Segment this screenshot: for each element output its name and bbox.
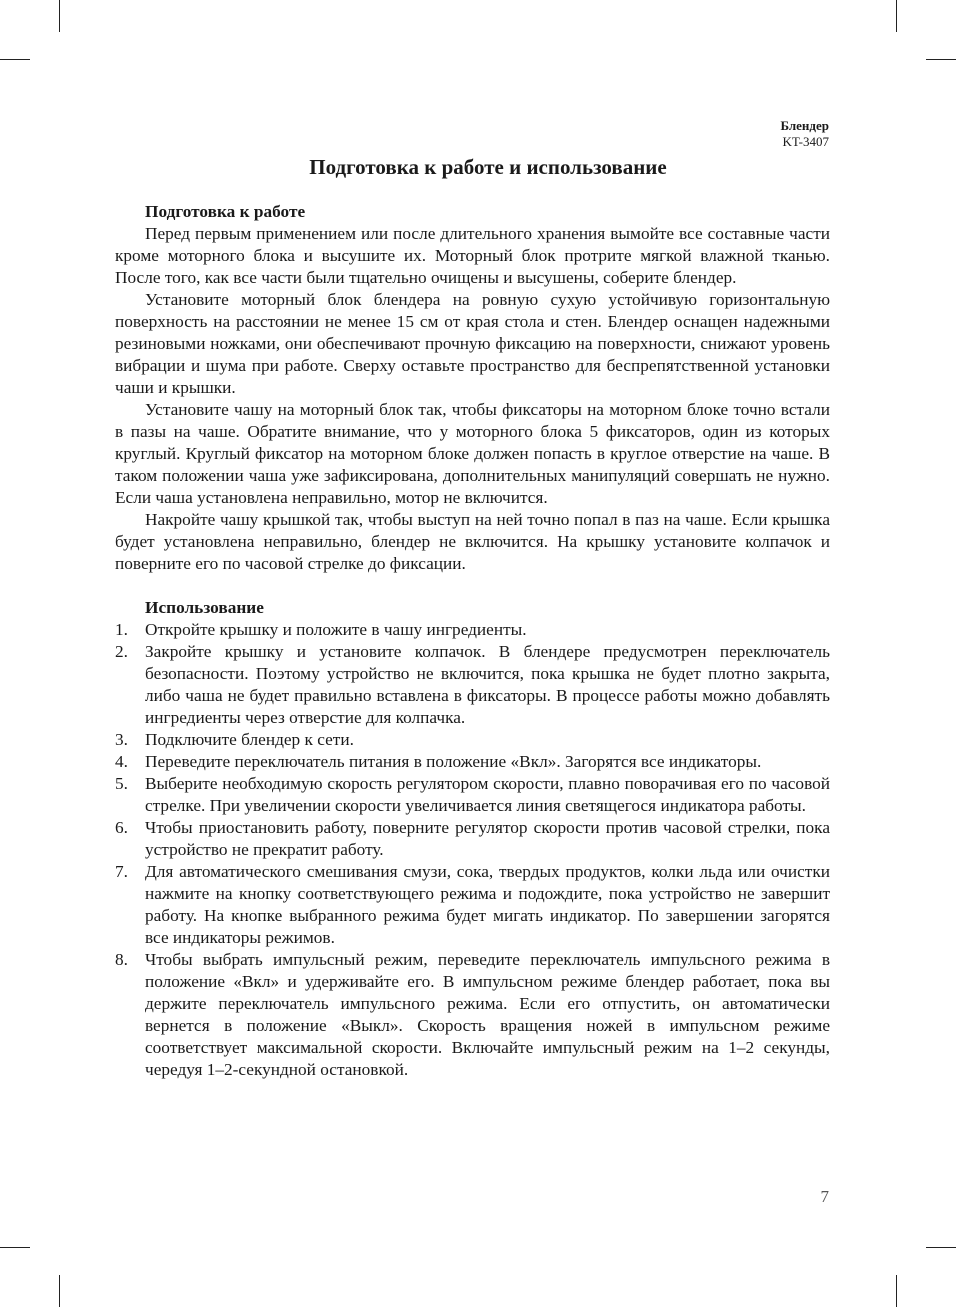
running-header — [780, 118, 829, 150]
step-text: Подключите блендер к сети. — [145, 730, 354, 749]
preparation-paragraph: Накройте чашу крышкой так, чтобы выступ на ней точно попал в паз на чаше. Если крышка будет установлена неправильно, блендер не включится. На крышку установите колпачок и поверните его по часовой стрелке до фиксации. — [115, 510, 830, 573]
step-number: 1. — [115, 620, 128, 639]
list-item — [115, 861, 830, 949]
step-text: Переведите переключатель питания в положение «Вкл». Загорятся все индикаторы. — [145, 752, 762, 771]
step-text: Для автоматического смешивания смузи, сока, твердых продуктов, колки льда или очистки нажмите на кнопку соответствующего режима и подождите, пока устройство не завершит работу. На кнопке выбранного режима будет мигать индикатор. По завершении загорятся все индикаторы режимов. — [145, 862, 830, 947]
step-number: 6. — [115, 818, 128, 837]
page-title: Подготовка к работе и использование — [309, 155, 667, 179]
preparation-heading: Подготовка к работе — [145, 202, 306, 221]
crop-mark-top-right — [896, 0, 897, 32]
list-item — [115, 751, 830, 773]
list-item — [115, 773, 830, 817]
list-item — [115, 619, 830, 641]
crop-mark-right-bottom — [926, 1247, 956, 1248]
crop-mark-bottom-left — [59, 1275, 60, 1307]
step-number: 4. — [115, 752, 128, 771]
list-item — [115, 641, 830, 729]
crop-mark-left-top — [0, 59, 30, 60]
crop-mark-right-top — [926, 59, 956, 60]
page-content — [115, 201, 830, 1081]
list-item — [115, 729, 830, 751]
step-number: 2. — [115, 642, 128, 661]
header-model: KT-3407 — [782, 134, 829, 149]
step-number: 8. — [115, 950, 128, 969]
page-number: 7 — [820, 1187, 829, 1206]
usage-steps-list — [115, 619, 830, 1081]
usage-heading: Использование — [145, 598, 264, 617]
step-text: Откройте крышку и положите в чашу ингредиенты. — [145, 620, 527, 639]
crop-mark-left-bottom — [0, 1247, 30, 1248]
crop-mark-top-left — [59, 0, 60, 32]
crop-mark-bottom-right — [896, 1275, 897, 1307]
step-number: 7. — [115, 862, 128, 881]
preparation-paragraph: Установите моторный блок блендера на ровную сухую устойчивую горизонтальную поверхность на расстоянии не менее 15 см от края стола и стен. Блендер оснащен надежными резиновыми ножками, они обеспечивают прочную фиксацию на поверхности, снижают уровень вибрации и шума при работе. Сверху оставьте пространство для беспрепятственной установки чаши и крышки. — [115, 290, 830, 397]
step-number: 3. — [115, 730, 128, 749]
step-number: 5. — [115, 774, 128, 793]
preparation-paragraph: Установите чашу на моторный блок так, чтобы фиксаторы на моторном блоке точно встали в пазы на чаше. Обратите внимание, что у моторного блока 5 фиксаторов, один из которых круглый. Круглый фиксатор на моторном блоке должен попасть в круглое отверстие на чаше. В таком положении чаша уже зафиксирована, дополнительных манипуляций совершать не нужно. Если чаша установлена неправильно, мотор не включится. — [115, 400, 830, 507]
preparation-paragraph: Перед первым применением или после длительного хранения вымойте все составные части кроме моторного блока и высушите их. Моторный блок протрите мягкой влажной тканью. После того, как все части были тщательно очищены и высушены, соберите блендер. — [115, 224, 830, 287]
list-item — [115, 817, 830, 861]
step-text: Чтобы приостановить работу, поверните регулятор скорости против часовой стрелки, пока устройство не прекратит работу. — [145, 818, 830, 859]
step-text: Выберите необходимую скорость регулятором скорости, плавно поворачивая его по часовой стрелке. При увеличении скорости увеличивается линия светящегося индикатора работы. — [145, 774, 830, 815]
step-text: Чтобы выбрать импульсный режим, переведите переключатель импульсного режима в положение «Вкл» и удерживайте его. В импульсном режиме блендер работает, пока вы держите переключатель импульсного режима. Если его отпустить, он автоматически вернется в положение «Выкл». Скорость вращения ножей в импульсном режиме соответствует максимальной скорости. Включайте импульсный режим на 1–2 секунды, чередуя 1–2-секундной остановкой. — [145, 950, 830, 1079]
list-item — [115, 949, 830, 1081]
header-product: Блендер — [780, 118, 829, 133]
step-text: Закройте крышку и установите колпачок. В блендере предусмотрен переключатель безопасности. Поэтому устройство не включится, пока крышка не будет плотно закрыта, либо чаша не будет правильно вставлена в фиксаторы. В процессе работы можно добавлять ингредиенты через отверстие для колпачка. — [145, 642, 830, 727]
